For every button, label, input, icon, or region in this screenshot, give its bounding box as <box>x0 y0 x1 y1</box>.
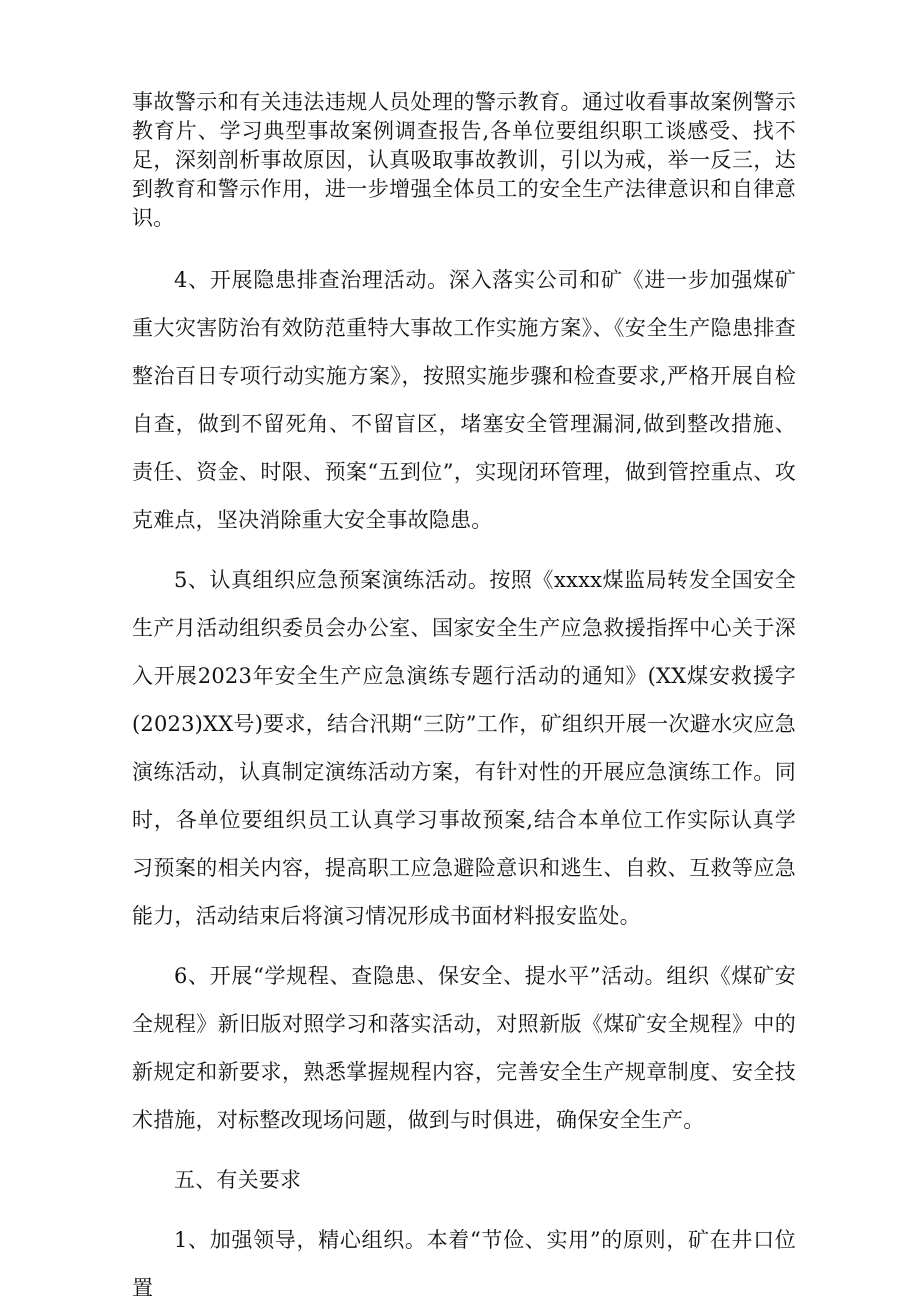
paragraph-hazard-inspection: 4、开展隐患排查治理活动。深入落实公司和矿《进一步加强煤矿重大灾害防治有效防范重特大事故工作实施方案》、《安全生产隐患排查整治百日专项行动实施方案》，按照实施步骤和检查要求,严格开展自检自查，做到不留死角、不留盲区，堵塞安全管理漏洞,做到整改措施、责任、资金、时限、预案“五到位”，实现闭环管理，做到管控重点、攻克难点，坚决消除重大安全事故隐患。 <box>132 268 796 532</box>
paragraph-regulations-study: 6、开展“学规程、查隐患、保安全、提水平”活动。组织《煤矿安全规程》新旧版对照学习和落实活动，对照新版《煤矿安全规程》中的新规定和新要求，熟悉掌握规程内容，完善安全生产规章制度、安全技术措施，对标整改现场问题，做到与时俱进，确保安全生产。 <box>132 964 796 1132</box>
section-heading-requirements: 五、有关要求 <box>174 1168 302 1192</box>
document-body <box>132 88 796 1312</box>
paragraph-emergency-drill: 5、认真组织应急预案演练活动。按照《xxxx煤监局转发全国安全生产月活动组织委员会办公室、国家安全生产应急救援指挥中心关于深入开展2023年安全生产应急演练专题行活动的通知》(XX煤安救援字(2023)XX号)要求，结合汛期“三防”工作，矿组织开展一次避水灾应急演练活动，认真制定演练活动方案，有针对性的开展应急演练工作。同时，各单位要组织员工认真学习事故预案,结合本单位工作实际认真学习预案的相关内容，提高职工应急避险意识和逃生、自救、互救等应急能力，活动结束后将演习情况形成书面材料报安监处。 <box>132 568 796 928</box>
paragraph-leadership: 1、加强领导，精心组织。本着“节俭、实用”的原则，矿在井口位置 <box>132 1228 796 1300</box>
paragraph-warning-education: 事故警示和有关违法违规人员处理的警示教育。通过收看事故案例警示教育片、学习典型事故案例调查报告,各单位要组织职工谈感受、找不足，深刻剖析事故原因，认真吸取事故教训，引以为戒，举一反三，达到教育和警示作用，进一步增强全体员工的安全生产法律意识和自律意识。 <box>132 90 796 230</box>
